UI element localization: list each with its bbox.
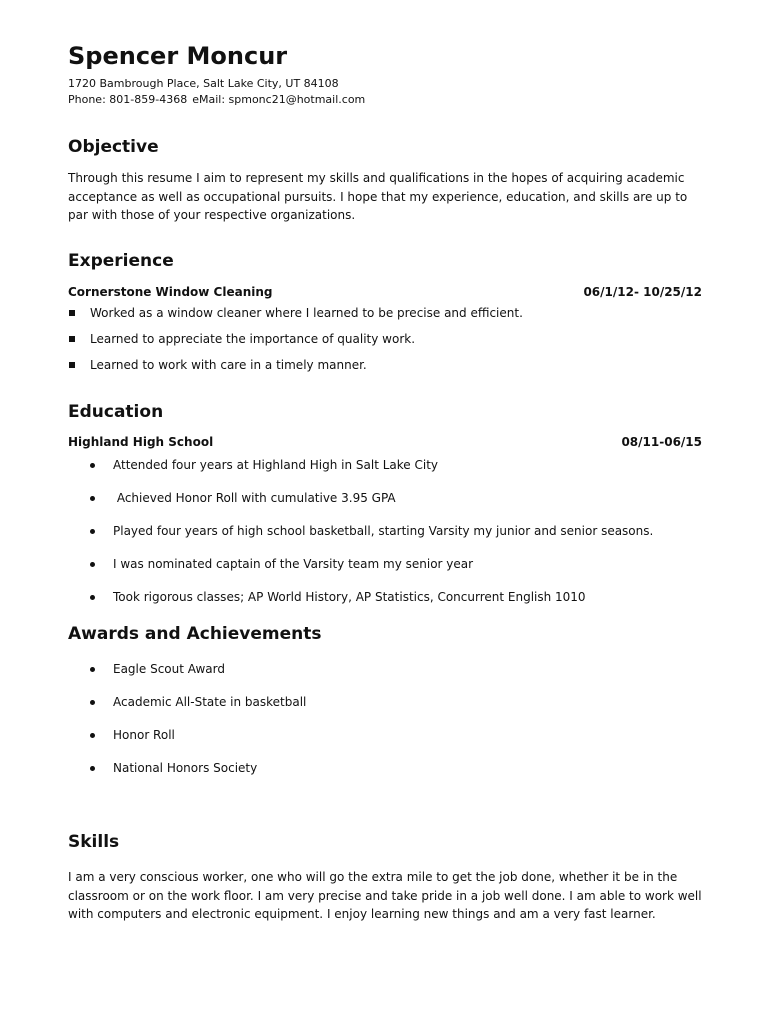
contact-email: eMail: spmonc21@hotmail.com <box>192 93 366 106</box>
list-item <box>68 760 702 793</box>
square-bullet-icon <box>69 362 75 368</box>
list-item <box>68 589 702 622</box>
square-bullet-icon <box>69 336 75 342</box>
education-dates: 08/11-06/15 <box>621 435 702 449</box>
objective-heading: Objective <box>68 137 159 157</box>
skills-heading: Skills <box>68 832 120 852</box>
list-item <box>68 556 702 589</box>
list-item-text: National Honors Society <box>113 761 258 775</box>
experience-organization: Cornerstone Window Cleaning <box>68 285 273 299</box>
square-bullet-icon <box>69 310 75 316</box>
experience-dates: 06/1/12- 10/25/12 <box>583 285 702 299</box>
experience-heading: Experience <box>68 251 174 271</box>
education-heading: Education <box>68 402 164 422</box>
education-entry-header <box>68 434 702 450</box>
experience-entry-header <box>68 284 702 300</box>
bullet-icon <box>90 529 95 534</box>
list-item <box>68 523 702 556</box>
list-item-text: Honor Roll <box>113 728 175 742</box>
contact-phone: Phone: 801-859-4368 <box>68 93 188 106</box>
education-list <box>68 457 702 622</box>
list-item <box>68 727 702 760</box>
awards-heading: Awards and Achievements <box>68 624 322 644</box>
list-item-text: Achieved Honor Roll with cumulative 3.95 GPA <box>113 491 396 505</box>
contact-line <box>68 92 702 108</box>
list-item <box>68 357 702 383</box>
bullet-icon <box>90 562 95 567</box>
list-item-text: Learned to appreciate the importance of quality work. <box>90 332 416 346</box>
list-item-text: Eagle Scout Award <box>113 662 225 676</box>
list-item-text: Learned to work with care in a timely manner. <box>90 358 367 372</box>
objective-text: Through this resume I aim to represent my skills and qualifications in the hopes of acquiring academic acceptance as well as occupational pursuits. I hope that my experience, education, and skills are up to par with those of your respective organizations. <box>68 171 688 222</box>
bullet-icon <box>90 667 95 672</box>
bullet-icon <box>90 463 95 468</box>
bullet-icon <box>90 733 95 738</box>
list-item-text: Worked as a window cleaner where I learned to be precise and efficient. <box>90 306 523 320</box>
list-item-text: Attended four years at Highland High in Salt Lake City <box>113 458 439 472</box>
list-item <box>68 694 702 727</box>
awards-list <box>68 661 702 793</box>
education-school: Highland High School <box>68 435 214 449</box>
list-item-text: Played four years of high school basketball, starting Varsity my junior and senior seasons. <box>113 524 654 538</box>
bullet-icon <box>90 595 95 600</box>
bullet-icon <box>90 766 95 771</box>
list-item <box>68 457 702 490</box>
bullet-icon <box>90 700 95 705</box>
resume-name: Spencer Moncur <box>68 42 288 70</box>
list-item <box>68 305 702 331</box>
resume-page <box>68 40 702 921</box>
list-item <box>68 331 702 357</box>
skills-text: I am a very conscious worker, one who will go the extra mile to get the job done, whether it be in the classroom or on the work floor. I am very precise and take pride in a job well done. I am able to work well with computers and electronic equipment. I enjoy learning new things and am a very fast learner. <box>68 870 702 921</box>
list-item-text: Took rigorous classes; AP World History, AP Statistics, Concurrent English 1010 <box>113 590 586 604</box>
list-item-text: Academic All-State in basketball <box>113 695 307 709</box>
bullet-icon <box>90 496 95 501</box>
contact-address: 1720 Bambrough Place, Salt Lake City, UT 84108 <box>68 77 339 90</box>
list-item-text: I was nominated captain of the Varsity team my senior year <box>113 557 474 571</box>
experience-list <box>68 305 702 383</box>
list-item <box>68 490 702 523</box>
list-item <box>68 661 702 694</box>
